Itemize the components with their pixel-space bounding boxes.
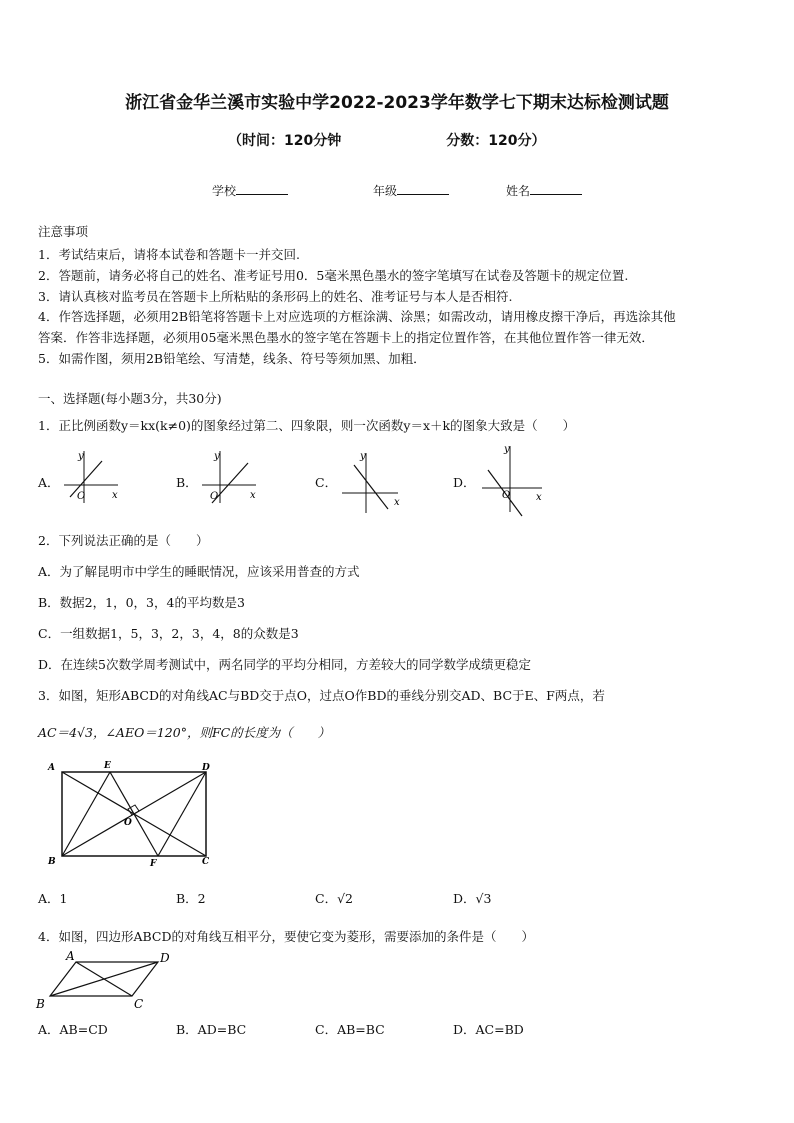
q4-label-c: C: [134, 997, 144, 1011]
q1-d-x-label: x: [536, 492, 542, 503]
note-item: 5．如需作图，须用2B铅笔绘、写清楚，线条、符号等须加黑、加粗．: [38, 351, 426, 366]
q2-option-c[interactable]: C．一组数据1，5，3，2，3，4，8的众数是3: [38, 626, 299, 641]
section-heading: 一、选择题(每小题3分，共30分): [38, 391, 222, 406]
q3-label-d: D: [202, 763, 210, 773]
q1-option-b-label[interactable]: B．: [176, 475, 198, 490]
q4-option-b[interactable]: B．AD=BC: [176, 1022, 247, 1037]
name-field[interactable]: 姓名: [506, 182, 582, 199]
q1-c-x-label: x: [394, 497, 400, 508]
q3-label-b: B: [48, 857, 56, 867]
q1-b-y-label: y: [214, 451, 220, 462]
q3-stem-line2: AC＝4√3，∠AEO＝120°，则FC的长度为（ ）: [38, 725, 331, 740]
exam-info: [228, 130, 545, 150]
q1-a-origin-label: O: [77, 491, 86, 502]
q4-stem: 4．如图，四边形ABCD的对角线互相平分，要使它变为菱形，需要添加的条件是（ ）: [38, 929, 534, 944]
note-item: 1．考试结束后，请将本试卷和答题卡一并交回.: [38, 247, 300, 262]
q3-label-e: E: [104, 761, 111, 771]
q1-option-d-label[interactable]: D．: [453, 475, 476, 490]
q1-graph-d: [478, 440, 550, 520]
q3-label-c: C: [202, 857, 210, 867]
note-item: 3．请认真核对监考员在答题卡上所粘贴的条形码上的姓名、准考证号与本人是否相符.: [38, 289, 513, 304]
note-item: 2．答题前，请务必将自己的姓名、准考证号用0．5毫米黑色墨水的签字笔填写在试卷及答题卡的规定位置.: [38, 268, 629, 283]
q1-d-y-label: y: [504, 444, 510, 455]
page-title: 浙江省金华兰溪市实验中学2022-2023学年数学七下期末达标检测试题: [125, 93, 669, 113]
q3-label-a: A: [48, 763, 55, 773]
q1-c-y-label: y: [360, 451, 366, 462]
q1-d-origin-label: O: [502, 490, 511, 501]
q1-option-c-label[interactable]: C．: [315, 475, 338, 490]
q4-option-d[interactable]: D．AC=BD: [453, 1022, 524, 1037]
q4-label-b: B: [36, 997, 45, 1011]
q2-option-d[interactable]: D．在连续5次数学周考测试中，两名同学的平均分相同，方差较大的同学数学成绩更稳定: [38, 657, 531, 672]
q3-option-a[interactable]: A．1: [38, 891, 68, 906]
q4-option-a[interactable]: A．AB=CD: [38, 1022, 108, 1037]
q1-stem: 1．正比例函数y＝kx(k≠0)的图象经过第二、四象限，则一次函数y＝x＋k的图象大致是（ ）: [38, 418, 576, 433]
note-item: 答案．作答非选择题，必须用05毫米黑色墨水的签字笔在答题卡上的指定位置作答，在其他位置作答一律无效．: [38, 330, 654, 345]
q4-quadrilateral-figure: [34, 948, 184, 1012]
note-item: 4．作答选择题，必须用2B铅笔将答题卡上对应选项的方框涂满、涂黑；如需改动，请用橡皮擦干净后，再选涂其他: [38, 309, 676, 324]
q1-option-a-label[interactable]: A．: [38, 475, 60, 490]
q4-label-a: A: [66, 949, 75, 963]
q2-option-b[interactable]: B．数据2，1，0，3，4的平均数是3: [38, 595, 245, 610]
q4-option-c[interactable]: C．AB=BC: [315, 1022, 385, 1037]
q3-option-c[interactable]: C．√2: [315, 891, 353, 906]
q1-graph-c: [338, 445, 408, 515]
q2-option-a[interactable]: A．为了解昆明市中学生的睡眠情况，应该采用普查的方式: [38, 564, 360, 579]
q1-a-x-label: x: [112, 490, 118, 501]
school-field[interactable]: 学校: [212, 182, 288, 199]
q1-graph-a: [60, 445, 130, 505]
q1-graph-b: [198, 445, 268, 505]
q3-option-d[interactable]: D．√3: [453, 891, 492, 906]
q3-label-f: F: [150, 859, 157, 869]
q3-label-o: O: [124, 818, 132, 828]
q4-label-d: D: [160, 951, 170, 965]
q3-rectangle-figure: [44, 758, 224, 870]
q1-b-x-label: x: [250, 490, 256, 501]
q3-stem-line1: 3．如图，矩形ABCD的对角线AC与BD交于点O，过点O作BD的垂线分别交AD、BC于E、F两点，若: [38, 688, 605, 703]
q1-a-y-label: y: [78, 451, 84, 462]
notes-heading: 注意事项: [38, 224, 89, 239]
exam-time: （时间：120分钟: [228, 133, 342, 149]
grade-field[interactable]: 年级: [373, 182, 449, 199]
q2-stem: 2．下列说法正确的是（ ）: [38, 533, 209, 548]
q3-option-b[interactable]: B．2: [176, 891, 206, 906]
exam-score: 分数：120分）: [446, 133, 546, 149]
q1-b-origin-label: O: [210, 491, 219, 502]
